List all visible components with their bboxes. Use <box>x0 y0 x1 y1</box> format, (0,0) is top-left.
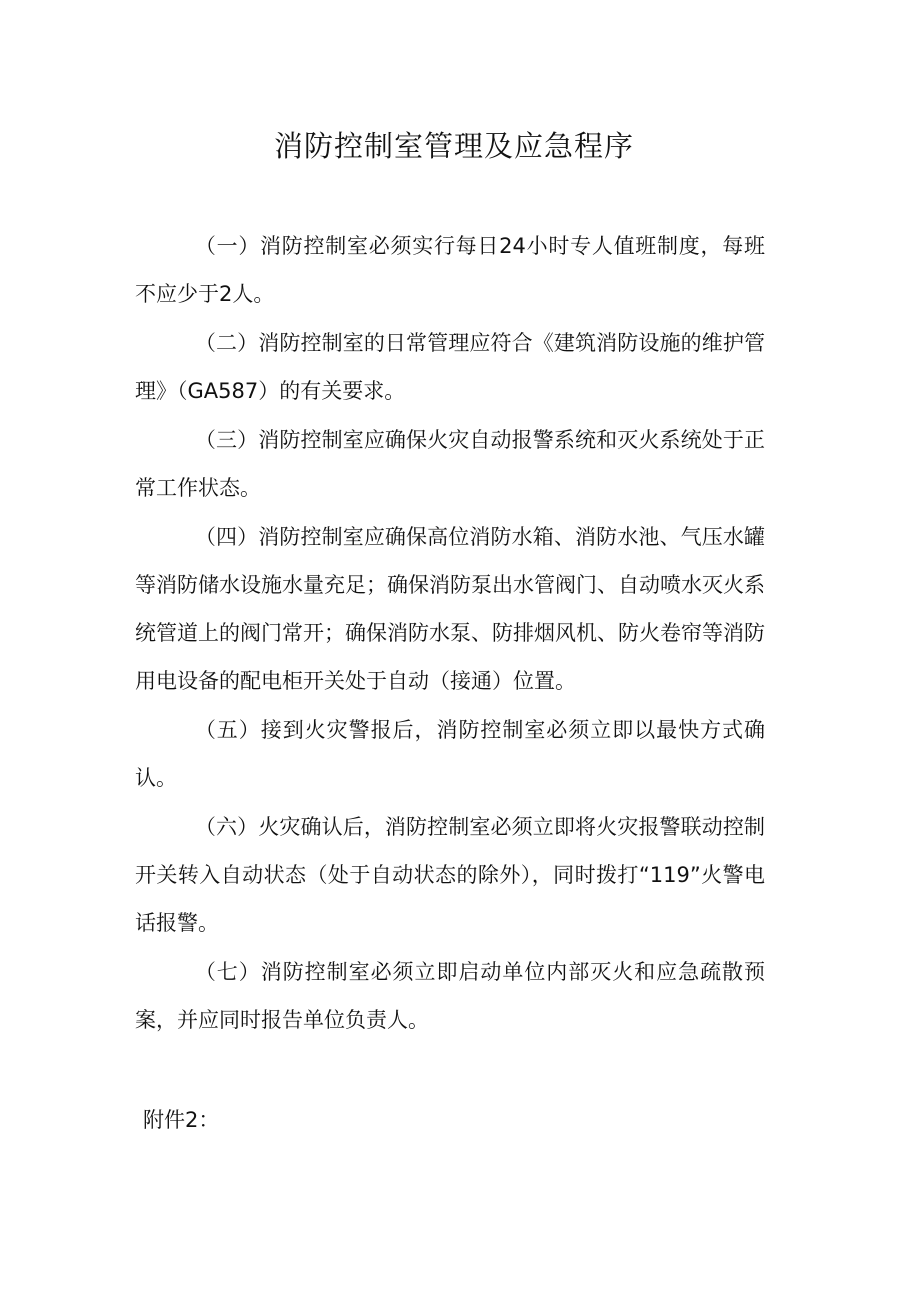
attachment-label: 附件2： <box>143 1108 220 1132</box>
paragraph-1: （一）消防控制室必须实行每日24小时专人值班制度，每班不应少于2人。 <box>135 234 765 306</box>
document-body <box>135 222 765 1045</box>
page-title: 消防控制室管理及应急程序 <box>273 129 634 163</box>
paragraph-2: （二）消防控制室的日常管理应符合《建筑消防设施的维护管理》（GA587）的有关要求。 <box>135 331 765 403</box>
paragraph-4: （四）消防控制室应确保高位消防水箱、消防水池、气压水罐等消防储水设施水量充足；确保消防泵出水管阀门、自动喷水灭火系统管道上的阀门常开；确保消防水泵、防排烟风机、防火卷帘等消防用电设备的配电柜开关处于自动（接通）位置。 <box>135 525 765 693</box>
paragraph-3: （三）消防控制室应确保火灾自动报警系统和灭火系统处于正常工作状态。 <box>135 428 765 500</box>
paragraph-7: （七）消防控制室必须立即启动单位内部灭火和应急疏散预案，并应同时报告单位负责人。 <box>135 960 765 1032</box>
paragraph-6: （六）火灾确认后，消防控制室必须立即将火灾报警联动控制开关转入自动状态（处于自动状态的除外），同时拨打“119”火警电话报警。 <box>135 815 765 935</box>
paragraph-5: （五）接到火灾警报后，消防控制室必须立即以最快方式确认。 <box>135 718 765 790</box>
